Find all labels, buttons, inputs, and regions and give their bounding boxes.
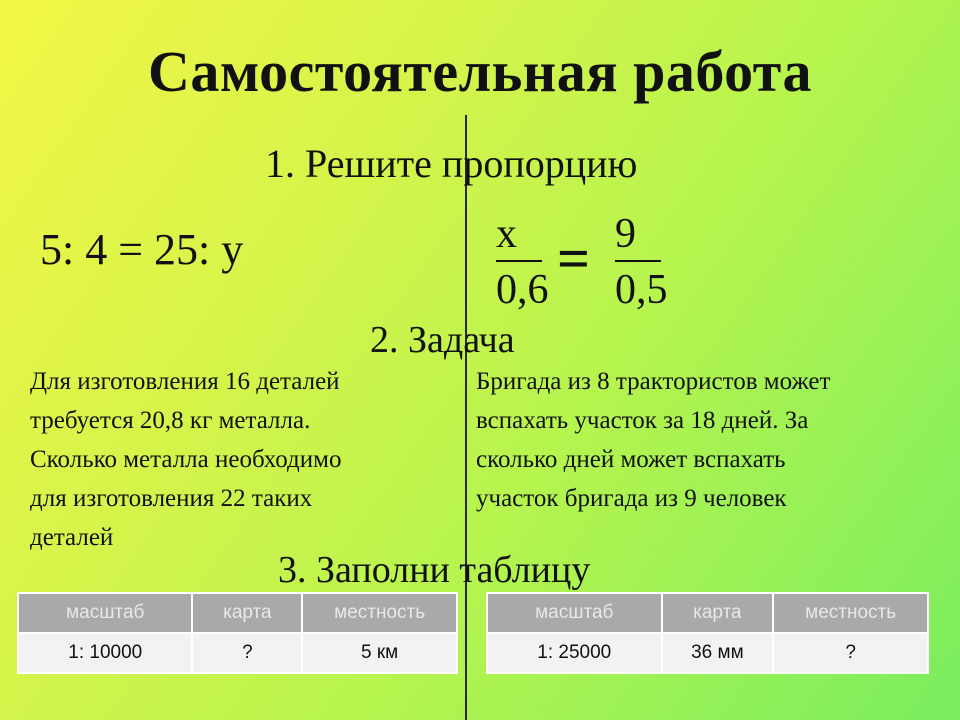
table-cell: 36 мм (662, 633, 774, 673)
table-header-row (487, 593, 928, 633)
problem-left (30, 362, 460, 557)
fraction-left-denominator: 0,6 (496, 267, 549, 313)
problem-left-line: для изготовления 22 таких (30, 485, 313, 512)
equals-sign: = (557, 226, 591, 291)
fraction-right-denominator: 0,5 (615, 267, 668, 313)
table-header-cell: местность (773, 593, 928, 633)
problem-left-line: требуется 20,8 кг металла. (30, 407, 311, 434)
table-header-cell: масштаб (18, 593, 192, 633)
table-cell: 1: 25000 (487, 633, 662, 673)
table-cell: 1: 10000 (18, 633, 192, 673)
table-header-cell: масштаб (487, 593, 662, 633)
page-title: Самостоятельная работа (147, 39, 813, 104)
problem-left-line: деталей (30, 524, 114, 551)
table-cell: ? (192, 633, 302, 673)
table-row (487, 633, 928, 673)
fraction-right-numerator: 9 (615, 211, 636, 257)
scale-table-left (17, 592, 458, 674)
table-cell: ? (773, 633, 928, 673)
table-header-row (18, 593, 457, 633)
problem-right-line: Бригада из 8 трактористов может (476, 368, 831, 395)
table-header-cell: карта (192, 593, 302, 633)
task3-heading: 3. Заполни таблицу (278, 549, 591, 591)
vertical-divider (465, 115, 467, 720)
task2-heading: 2. Задача (370, 319, 515, 361)
problem-right-line: вспахать участок за 18 дней. За (476, 407, 809, 434)
table-row (18, 633, 457, 673)
table-header-cell: местность (302, 593, 457, 633)
fraction-left-bar (496, 260, 542, 262)
fraction-right (615, 211, 668, 313)
problem-right-line: участок бригада из 9 человек (476, 485, 787, 512)
fraction-left-numerator: x (496, 211, 517, 257)
table-cell: 5 км (302, 633, 457, 673)
proportion-equation-1: 5: 4 = 25: y (40, 225, 244, 274)
fraction-right-bar (615, 260, 661, 262)
problem-left-line: Для изготовления 16 деталей (30, 368, 340, 395)
problem-right-line: сколько дней может вспахать (476, 446, 786, 473)
task1-heading: 1. Решите пропорцию (265, 141, 638, 186)
table-header-cell: карта (662, 593, 774, 633)
scale-table-right (486, 592, 929, 674)
problem-left-line: Сколько металла необходимо (30, 446, 342, 473)
problem-right (476, 362, 946, 518)
fraction-left (496, 211, 549, 313)
